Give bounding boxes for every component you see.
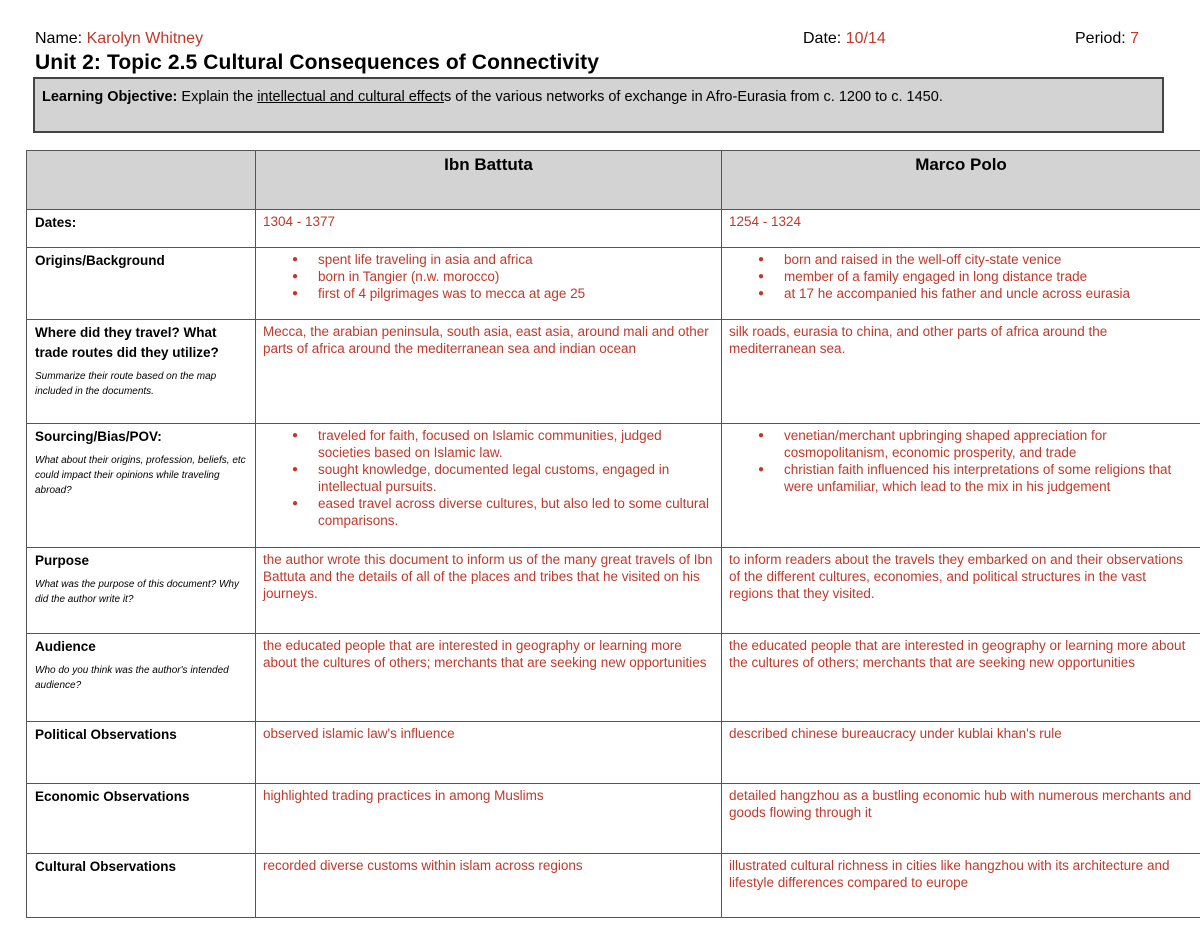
row-purpose	[27, 548, 1200, 634]
comparison-table	[26, 150, 1200, 918]
marco-cell: detailed hangzhou as a bustling economic hub with numerous merchants and goods flowing through it	[722, 784, 1200, 854]
row-audience	[27, 634, 1200, 722]
header-line	[35, 30, 1155, 50]
row-label	[27, 722, 256, 784]
date-value: 10/14	[845, 30, 886, 47]
header-blank-cell	[27, 151, 256, 210]
row-label	[27, 210, 256, 248]
bullet-list	[729, 427, 1193, 495]
list-item: ● first of 4 pilgrimages was to mecca at age 25	[318, 285, 714, 302]
row-economic	[27, 784, 1200, 854]
learning-objective-box	[33, 77, 1164, 133]
label-text: Origins/Background	[35, 253, 165, 268]
label-text: Economic Observations	[35, 789, 190, 804]
label-text: Sourcing/Bias/POV:	[35, 429, 162, 444]
marco-cell	[722, 424, 1200, 548]
list-item: ● eased travel across diverse cultures, but also led to some cultural comparisons.	[318, 495, 714, 529]
ibn-cell: highlighted trading practices in among Muslims	[256, 784, 722, 854]
date-field	[803, 30, 886, 48]
marco-cell: silk roads, eurasia to china, and other parts of africa around the mediterranean sea.	[722, 320, 1200, 424]
date-label: Date:	[803, 30, 842, 47]
objective-text-after: s of the various networks of exchange in Afro-Eurasia from c. 1200 to c. 1450.	[443, 89, 943, 105]
list-item: ● at 17 he accompanied his father and uncle across eurasia	[784, 285, 1193, 302]
row-origins	[27, 248, 1200, 320]
list-item: ● christian faith influenced his interpretations of some religions that were unfamiliar, which lead to the mix in his judgement	[784, 461, 1193, 495]
list-item: ● sought knowledge, documented legal customs, engaged in intellectual pursuits.	[318, 461, 714, 495]
header-marco-polo: Marco Polo	[722, 151, 1200, 210]
label-text: Where did they travel? What trade routes did they utilize?	[35, 325, 219, 360]
marco-cell	[722, 248, 1200, 320]
page-title: Unit 2: Topic 2.5 Cultural Consequences of Connectivity	[35, 51, 600, 74]
marco-cell: 1254 - 1324	[722, 210, 1200, 248]
ibn-cell: observed islamic law's influence	[256, 722, 722, 784]
ibn-cell	[256, 248, 722, 320]
row-label	[27, 320, 256, 424]
name-field	[35, 30, 203, 48]
period-label: Period:	[1075, 30, 1126, 47]
label-text: Audience	[35, 639, 96, 654]
marco-cell: described chinese bureaucracy under kublai khan's rule	[722, 722, 1200, 784]
ibn-cell: the educated people that are interested in geography or learning more about the cultures of others; merchants that are seeking new opportunities	[256, 634, 722, 722]
label-text: Purpose	[35, 553, 90, 568]
label-subtext: Summarize their route based on the map included in the documents.	[35, 371, 217, 397]
row-label	[27, 548, 256, 634]
period-field	[1075, 30, 1139, 48]
marco-cell: the educated people that are interested in geography or learning more about the cultures of others; merchants that are seeking new opportunities	[722, 634, 1200, 722]
row-political	[27, 722, 1200, 784]
label-text: Political Observations	[35, 727, 177, 742]
name-label: Name:	[35, 30, 83, 47]
label-subtext: Who do you think was the author's intended audience?	[35, 665, 229, 691]
label-subtext: What about their origins, profession, beliefs, etc could impact their opinions while traveling abroad?	[35, 455, 246, 496]
ibn-cell: the author wrote this document to inform us of the many great travels of Ibn Battuta and the details of all of the places and tribes that he visited on his journeys.	[256, 548, 722, 634]
row-dates	[27, 210, 1200, 248]
ibn-cell: Mecca, the arabian peninsula, south asia, east asia, around mali and other parts of africa around the mediterranean sea and indian ocean	[256, 320, 722, 424]
row-label	[27, 634, 256, 722]
label-text: Dates:	[35, 215, 77, 230]
row-label	[27, 248, 256, 320]
ibn-cell: recorded diverse customs within islam across regions	[256, 854, 722, 918]
header-ibn-battuta: Ibn Battuta	[256, 151, 722, 210]
list-item: ● spent life traveling in asia and africa	[318, 251, 714, 268]
bullet-list	[263, 251, 714, 302]
marco-cell: illustrated cultural richness in cities like hangzhou with its architecture and lifestyle differences compared to europe	[722, 854, 1200, 918]
name-value: Karolyn Whitney	[86, 30, 204, 47]
list-item: ● member of a family engaged in long distance trade	[784, 268, 1193, 285]
row-label	[27, 424, 256, 548]
row-travel	[27, 320, 1200, 424]
period-value: 7	[1130, 30, 1140, 47]
list-item: ● traveled for faith, focused on Islamic communities, judged societies based on Islamic law.	[318, 427, 714, 461]
objective-underlined: intellectual and cultural effect	[257, 89, 444, 105]
row-sourcing	[27, 424, 1200, 548]
list-item: ● born in Tangier (n.w. morocco)	[318, 268, 714, 285]
row-cultural	[27, 854, 1200, 918]
row-label	[27, 854, 256, 918]
ibn-cell	[256, 424, 722, 548]
list-item: ● venetian/merchant upbringing shaped appreciation for cosmopolitanism, economic prosperity, and trade	[784, 427, 1193, 461]
row-label	[27, 784, 256, 854]
bullet-list	[263, 427, 714, 529]
label-text: Cultural Observations	[35, 859, 177, 874]
bullet-list	[729, 251, 1193, 302]
ibn-cell: 1304 - 1377	[256, 210, 722, 248]
marco-cell: to inform readers about the travels they embarked on and their observations of the different cultures, economies, and political structures in the vast regions that they visited.	[722, 548, 1200, 634]
table-header-row	[27, 151, 1200, 210]
list-item: ● born and raised in the well-off city-state venice	[784, 251, 1193, 268]
objective-label: Learning Objective:	[42, 89, 178, 105]
objective-text-before: Explain the	[177, 89, 258, 105]
label-subtext: What was the purpose of this document? Why did the author write it?	[35, 579, 239, 605]
